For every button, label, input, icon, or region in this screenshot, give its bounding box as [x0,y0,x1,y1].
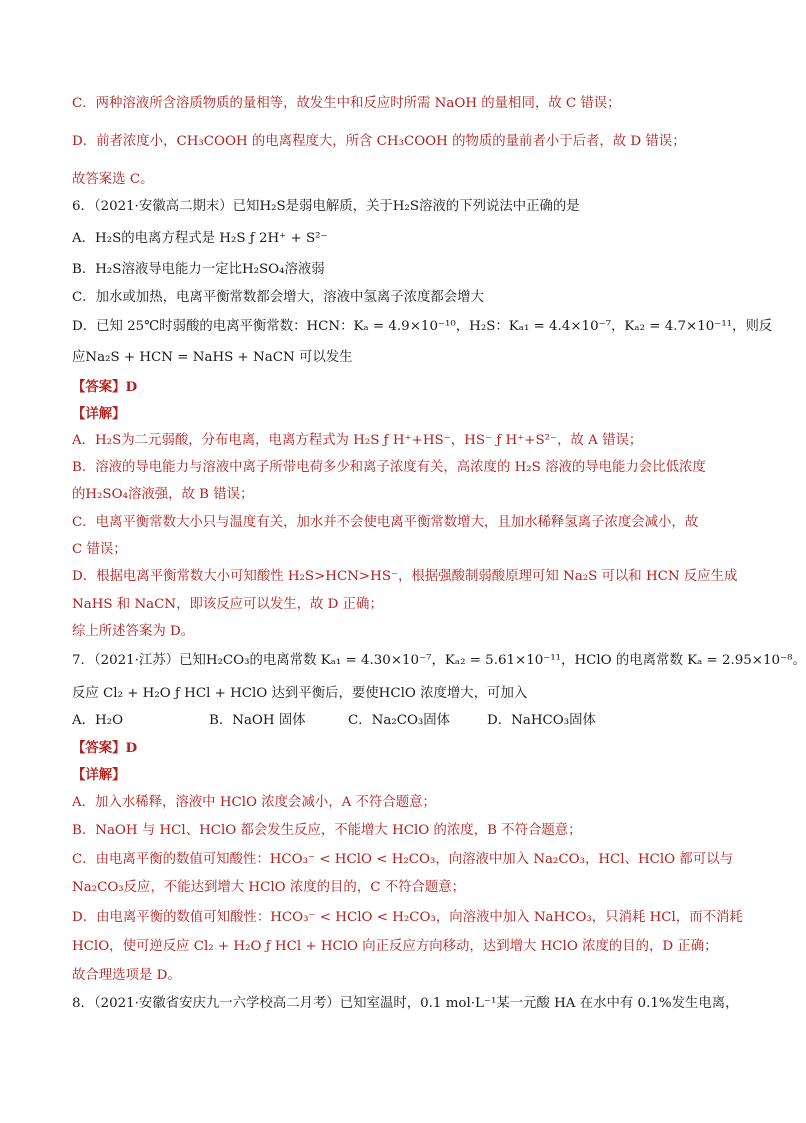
q6-explanation-d-line1: D．根据电离平衡常数大小可知酸性 H₂S>HCN>HS⁻，根据强酸制弱酸原理可知 Na₂S 可以和 HCN 反应生成 [72,569,738,584]
q7-stem-line2: 反应 Cl₂ + H₂O ƒ HCl + HClO 达到平衡后，要使HClO 浓度增大，可加入 [72,686,528,701]
q6-option-b: B．H₂S溶液导电能力一定比H₂SO₄溶液弱 [72,262,325,277]
q7-stem: 7．（2021·江苏）已知H₂CO₃的电离常数 Kₐ₁ = 4.30×10⁻⁷，Kₐ₂ = 5.61×10⁻¹¹，HClO 的电离常数 Kₐ = 2.95×10⁻⁸。 [72,653,806,668]
q7-option-b: B．NaOH 固体 [209,713,306,728]
q6-explanation-a: A．H₂S为二元弱酸，分布电离，电离方程式为 H₂S ƒ H⁺+HS⁻，HS⁻ ƒ H⁺+S²⁻，故 A 错误； [72,433,643,448]
q6-explanation-b-line1: B．溶液的导电能力与溶液中离子所带电荷多少和离子浓度有关，高浓度的 H₂S 溶液的导电能力会比低浓度 [72,460,706,475]
q6-option-a: A．H₂S的电离方程式是 H₂S ƒ 2H⁺ + S²⁻ [72,231,328,246]
q6-option-d-line2: 应Na₂S + HCN = NaHS + NaCN 可以发生 [72,350,353,365]
q7-explanation-c-line1: C．由电离平衡的数值可知酸性：HCO₃⁻ < HClO < H₂CO₃，向溶液中加入 Na₂CO₃，HCl、HClO 都可以与 [72,852,733,867]
q6-option-d-line1: D．已知 25℃时弱酸的电离平衡常数：HCN：Kₐ = 4.9×10⁻¹⁰，H₂S：Kₐ₁ = 4.4×10⁻⁷，Kₐ₂ = 4.7×10⁻¹¹，则反 [72,319,773,334]
prev-explanation-c: C．两种溶液所含溶质物质的量相等，故发生中和反应时所需 NaOH 的量相同，故 C 错误； [72,96,621,111]
q7-conclusion: 故合理选项是 D。 [72,968,181,983]
q7-explanation-b: B．NaOH 与 HCl、HClO 都会发生反应，不能增大 HClO 的浓度，B 不符合题意； [72,823,582,838]
prev-conclusion: 故答案选 C。 [72,172,154,187]
q6-answer: 【答案】D [72,379,138,395]
q7-explanation-d-line1: D．由电离平衡的数值可知酸性：HCO₃⁻ < HClO < H₂CO₃，向溶液中加入 NaHCO₃，只消耗 HCl，而不消耗 [72,910,743,925]
q7-explanation-a: A．加入水稀释，溶液中 HClO 浓度会减小，A 不符合题意； [72,795,436,810]
q6-explanation-b-line2: 的H₂SO₄溶液强，故 B 错误； [72,487,254,502]
prev-explanation-d: D．前者浓度小，CH₃COOH 的电离程度大，所含 CH₃COOH 的物质的量前者小于后者，故 D 错误； [72,134,686,149]
q6-conclusion: 综上所述答案为 D。 [72,624,195,639]
q6-option-c: C．加水或加热，电离平衡常数都会增大，溶液中氢离子浓度都会增大 [72,290,484,305]
q7-detail-title: 【详解】 [72,767,126,783]
q6-explanation-c-line1: C．电离平衡常数大小只与温度有关，加水并不会使电离平衡常数增大，且加水稀释氢离子浓度会减小，故 [72,515,699,530]
q6-detail-title: 【详解】 [72,406,126,422]
q7-option-c: C．Na₂CO₃固体 [348,713,451,728]
q7-option-d: D．NaHCO₃固体 [487,713,596,728]
q7-answer: 【答案】D [72,740,138,756]
q7-option-a: A．H₂O [72,713,124,728]
q8-stem: 8．（2021·安徽省安庆九一六学校高二月考）已知室温时，0.1 mol·L⁻¹某一元酸 HA 在水中有 0.1%发生电离， [72,996,739,1011]
q7-explanation-c-line2: Na₂CO₃反应，不能达到增大 HClO 浓度的目的，C 不符合题意； [72,880,466,895]
q7-explanation-d-line2: HClO，使可逆反应 Cl₂ + H₂O ƒ HCl + HClO 向正反应方向移动，达到增大 HClO 浓度的目的，D 正确； [72,939,718,954]
q6-stem: 6．（2021·安徽高二期末）已知H₂S是弱电解质，关于H₂S溶液的下列说法中正确的是 [72,199,580,214]
q6-explanation-d-line2: NaHS 和 NaCN，即该反应可以发生，故 D 正确； [72,597,383,612]
q6-explanation-c-line2: C 错误； [72,542,127,557]
